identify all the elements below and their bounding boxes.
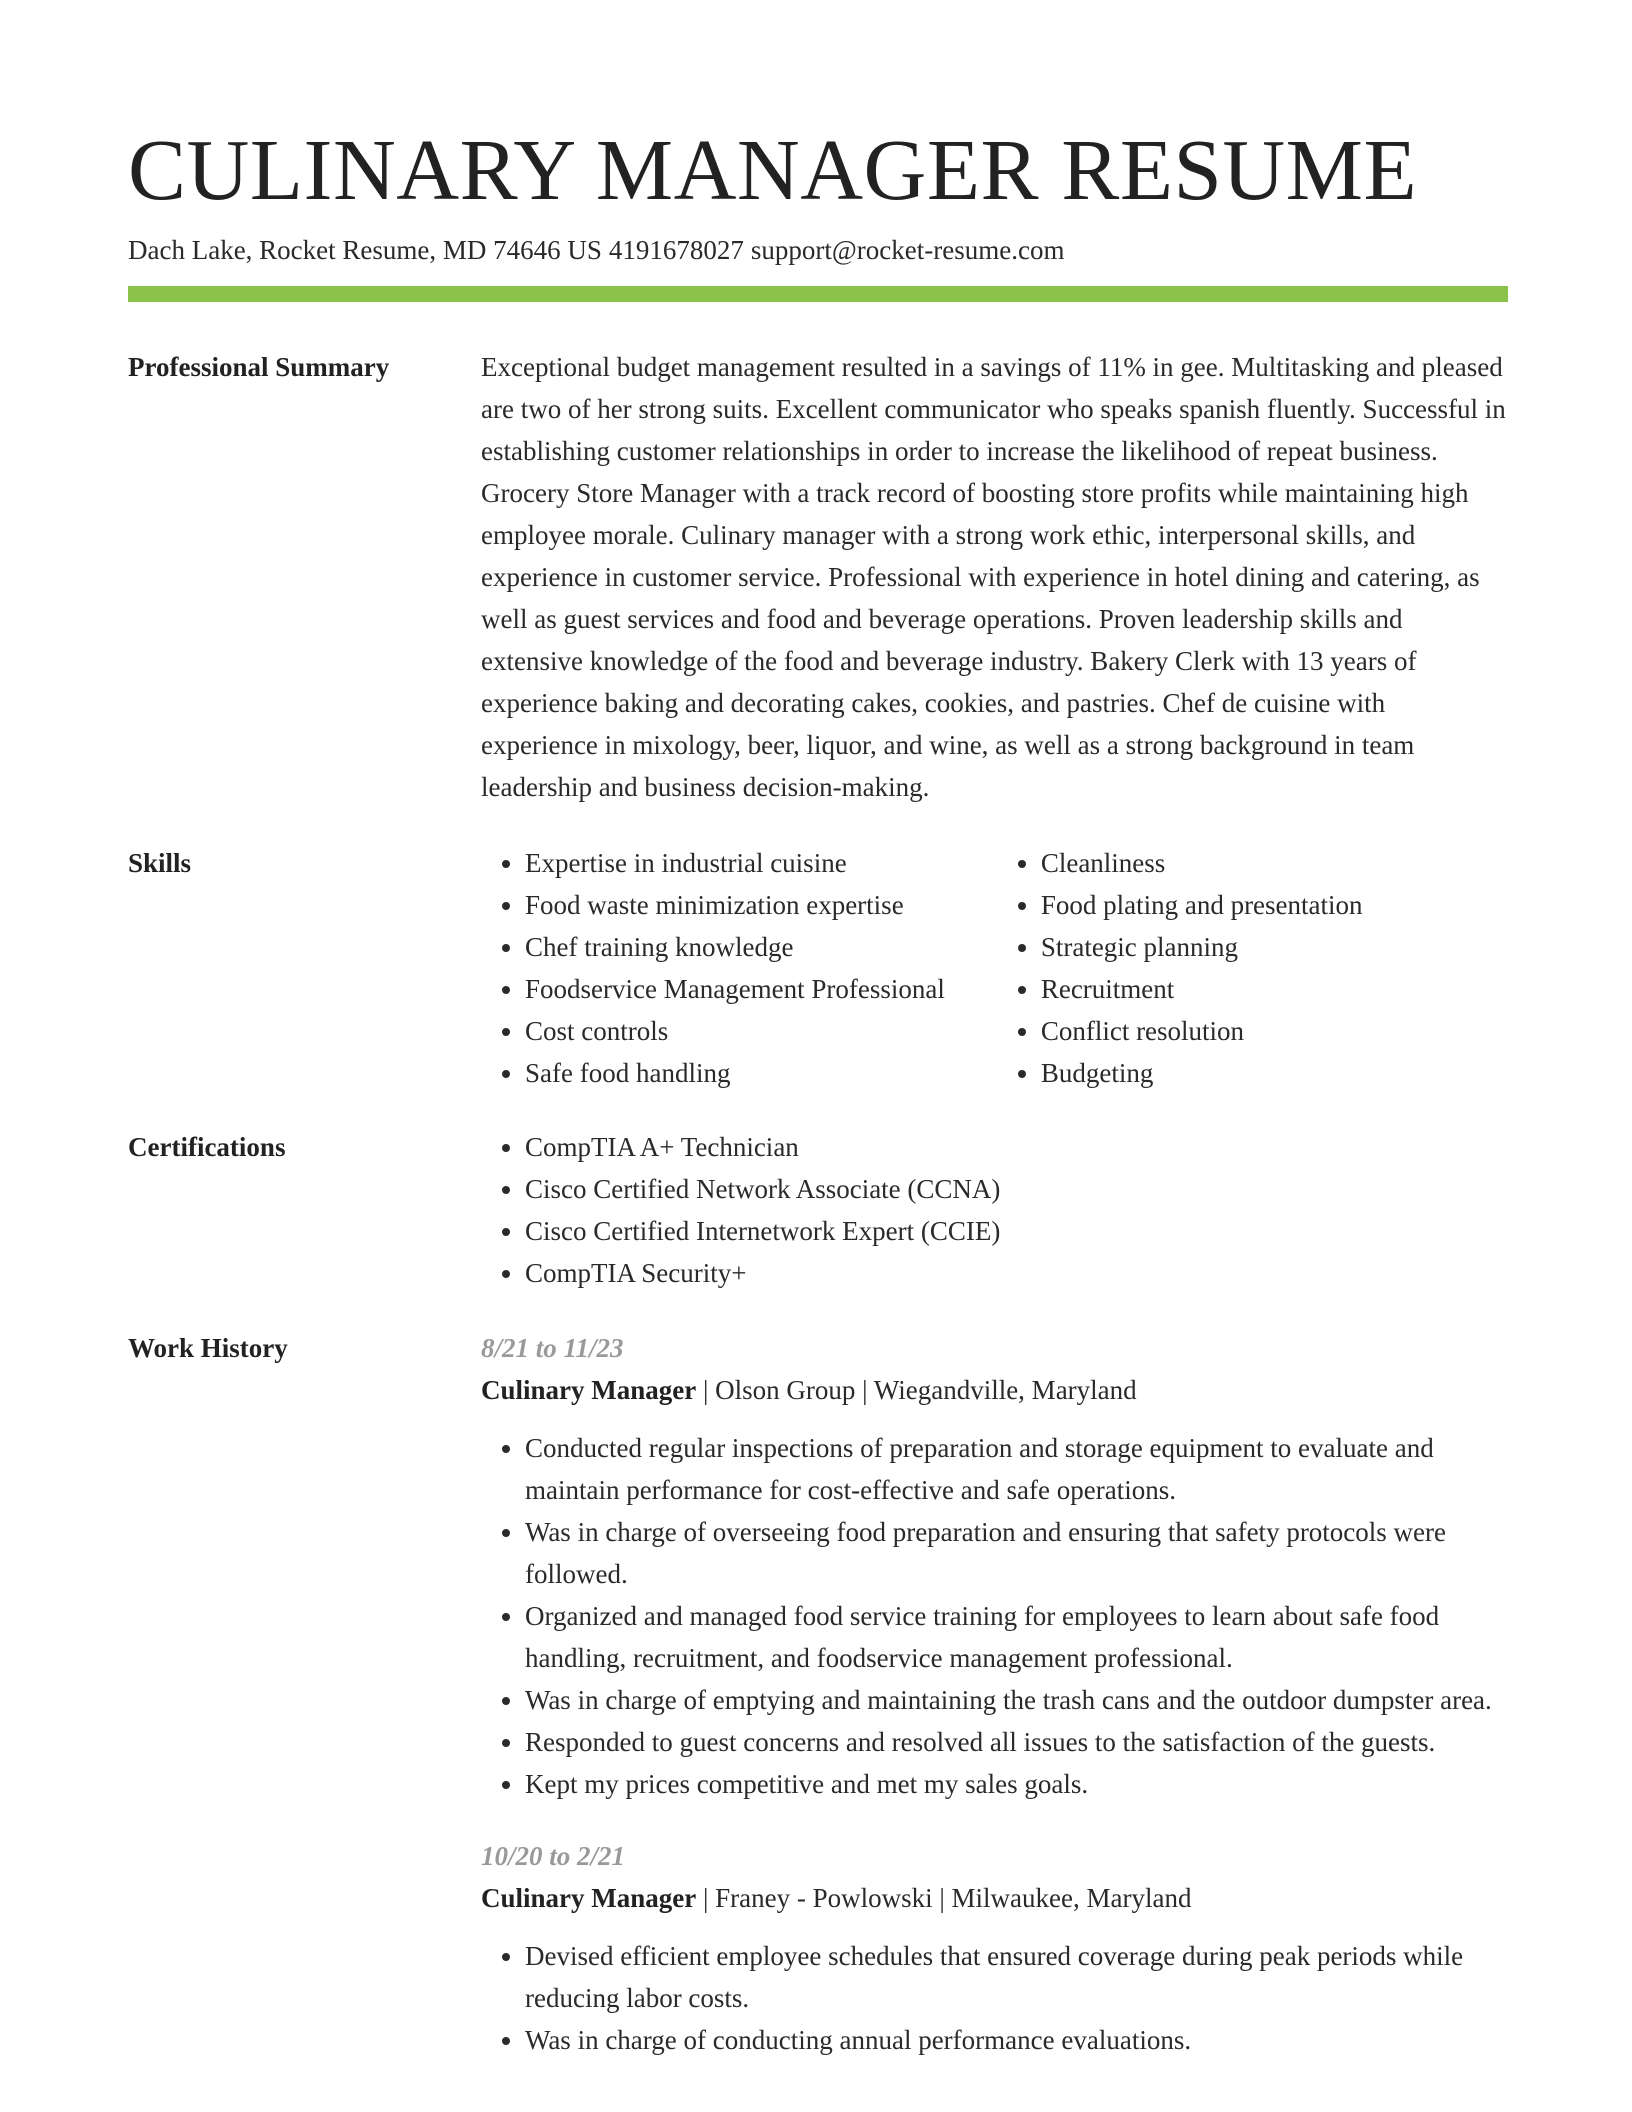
job-title: Culinary Manager xyxy=(481,1883,697,1913)
summary-heading: Professional Summary xyxy=(128,352,390,382)
certification-item: • CompTIA Security+ xyxy=(525,1252,1508,1294)
skills-list-left xyxy=(481,842,997,1094)
skills-list-right xyxy=(997,842,1508,1094)
skill-item: • Budgeting xyxy=(1041,1052,1508,1094)
job-title: Culinary Manager xyxy=(481,1375,697,1405)
contact-line xyxy=(128,230,1064,270)
work-history-heading: Work History xyxy=(128,1333,288,1363)
skills-heading: Skills xyxy=(128,848,192,878)
job-company-location: | Franey - Powlowski | Milwaukee, Maryland xyxy=(696,1883,1192,1913)
job-dates: 10/20 to 2/21 xyxy=(481,1841,626,1871)
skill-item: • Safe food handling xyxy=(525,1052,997,1094)
job-duty: • Was in charge of overseeing food preparation and ensuring that safety protocols were followed. xyxy=(525,1511,1508,1595)
job-duty: • Was in charge of emptying and maintaining the trash cans and the outdoor dumpster area. xyxy=(525,1679,1508,1721)
skill-item: • Conflict resolution xyxy=(1041,1010,1508,1052)
skills-body xyxy=(481,842,1508,1094)
job-heading xyxy=(481,1369,1508,1411)
skill-item: • Food plating and presentation xyxy=(1041,884,1508,926)
job-duty: • Conducted regular inspections of preparation and storage equipment to evaluate and maintain performance for cost-effective and safe operations. xyxy=(525,1427,1508,1511)
certifications-heading: Certifications xyxy=(128,1132,286,1162)
summary-body xyxy=(481,346,1508,808)
job-duties xyxy=(481,1935,1508,2061)
skill-item: • Strategic planning xyxy=(1041,926,1508,968)
job-duty: • Organized and managed food service training for employees to learn about safe food handling, recruitment, and foodservice management professional. xyxy=(525,1595,1508,1679)
job-entry xyxy=(481,1835,1508,2061)
contact-phone: 4191678027 xyxy=(608,235,744,265)
skill-item: • Foodservice Management Professional xyxy=(525,968,997,1010)
skill-item: • Food waste minimization expertise xyxy=(525,884,997,926)
job-dates: 8/21 to 11/23 xyxy=(481,1333,624,1363)
skill-item: • Expertise in industrial cuisine xyxy=(525,842,997,884)
skill-item: • Recruitment xyxy=(1041,968,1508,1010)
job-entry xyxy=(481,1327,1508,1805)
contact-address: Dach Lake, Rocket Resume, MD 74646 US xyxy=(128,235,602,265)
certification-item: • Cisco Certified Internetwork Expert (CCIE) xyxy=(525,1210,1508,1252)
resume-title: CULINARY MANAGER RESUME xyxy=(128,121,1418,218)
summary-text: Exceptional budget management resulted in a savings of 11% in gee. Multitasking and pleased are two of her strong suits. Excellent communicator who speaks spanish fluently. Successful in establishing customer relationships in order to increase the likelihood of repeat business. Grocery Store Manager with a track record of boosting store profits while maintaining high employee morale. Culinary manager with a strong work ethic, interpersonal skills, and experience in customer service. Professional with experience in hotel dining and catering, as well as guest services and food and beverage operations. Proven leadership skills and extensive knowledge of the food and beverage industry. Bakery Clerk with 13 years of experience baking and decorating cakes, cookies, and pastries. Chef de cuisine with experience in mixology, beer, liquor, and wine, as well as a strong background in team leadership and business decision-making. xyxy=(481,352,1506,802)
job-duty: • Responded to guest concerns and resolved all issues to the satisfaction of the guests. xyxy=(525,1721,1508,1763)
skill-item: • Cost controls xyxy=(525,1010,997,1052)
job-duty: • Kept my prices competitive and met my sales goals. xyxy=(525,1763,1508,1805)
accent-divider xyxy=(128,286,1508,302)
contact-email: support@rocket-resume.com xyxy=(750,235,1065,265)
job-duty: • Devised efficient employee schedules that ensured coverage during peak periods while reducing labor costs. xyxy=(525,1935,1508,2019)
skills-columns xyxy=(481,842,1508,1094)
certifications-list xyxy=(481,1126,1508,1294)
skill-item: • Cleanliness xyxy=(1041,842,1508,884)
certifications-body xyxy=(481,1126,1508,1294)
job-duty: • Was in charge of conducting annual performance evaluations. xyxy=(525,2019,1508,2061)
work-history-body xyxy=(481,1327,1508,2091)
job-heading xyxy=(481,1877,1508,1919)
certification-item: • CompTIA A+ Technician xyxy=(525,1126,1508,1168)
skill-item: • Chef training knowledge xyxy=(525,926,997,968)
certification-item: • Cisco Certified Network Associate (CCNA) xyxy=(525,1168,1508,1210)
job-duties xyxy=(481,1427,1508,1805)
job-company-location: | Olson Group | Wiegandville, Maryland xyxy=(696,1375,1137,1405)
